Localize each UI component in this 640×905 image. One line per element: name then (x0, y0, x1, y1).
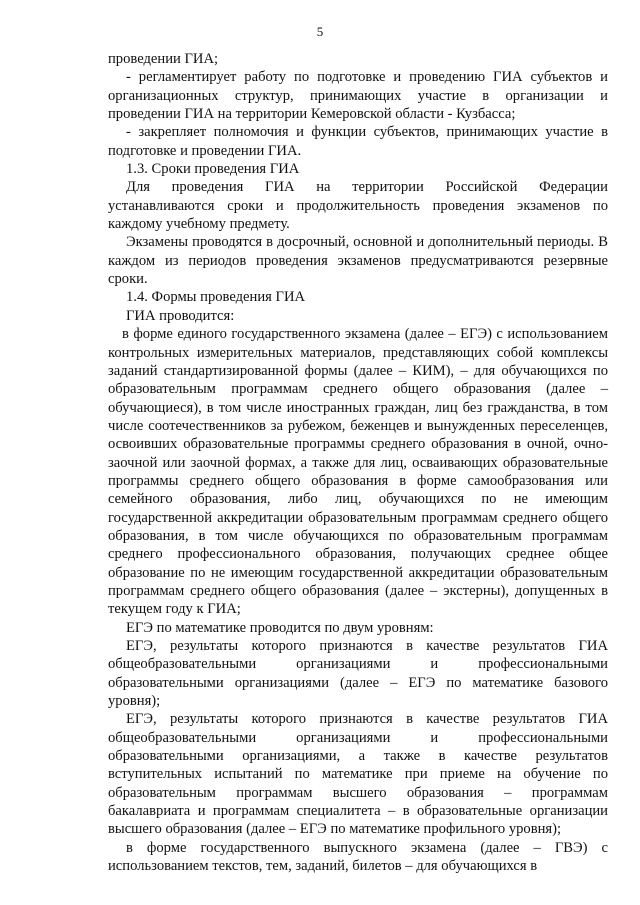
paragraph: - закрепляет полномочия и функции субъектов, принимающих участие в подготовке и проведении ГИА. (108, 124, 608, 159)
paragraph: Для проведения ГИА на территории Российской Федерации устанавливаются сроки и продолжительность проведения экзаменов по каждому учебному предмету. (108, 179, 608, 233)
paragraph: ЕГЭ, результаты которого признаются в качестве результатов ГИА общеобразовательными организациями и профессиональными образовательными организациями, а также в качестве результатов вступительных испытаний по математике при приеме на обучение по образовательным программам высшего образования – программам бакалавриата и программам специалитета – в образовательные организации высшего образования (далее – ЕГЭ по математике профильного уровня); (108, 711, 608, 838)
document-body (108, 50, 608, 875)
section-heading: 1.3. Сроки проведения ГИА (126, 161, 300, 178)
paragraph: в форме единого государственного экзамена (далее – ЕГЭ) с использованием контрольных измерительных материалов, представляющих собой комплексы заданий стандартизированной формы (далее – КИМ), – для обучающихся по образовательным программам среднего общего образования (далее – обучающиеся), в том числе иностранных граждан, лиц без гражданства, в том числе соотечественников за рубежом, беженцев и вынужденных переселенцев, освоивших образовательные программы среднего образования в очной, очно-заочной или заочной формах, а также для лиц, осваивающих образовательные программы среднего общего образования в форме самообразования или семейного образования, либо лиц, обучающихся по не имеющим государственной аккредитации образовательным программам среднего общего образования, в том числе обучающихся по образовательным программам среднего профессионального образования, получающих среднее общее образование по не имеющим государственной аккредитации образовательным программам среднего общего образования (далее – экстерны), допущенных в текущем году к ГИА; (108, 326, 608, 618)
section-heading: 1.4. Формы проведения ГИА (126, 289, 306, 306)
page-number: 5 (316, 24, 324, 39)
paragraph: - регламентирует работу по подготовке и проведению ГИА субъектов и организационных структур, принимающих участие в организации и проведении ГИА на территории Кемеровской области - Кузбасса; (108, 69, 608, 123)
paragraph: проведении ГИА; (108, 51, 219, 67)
paragraph: ГИА проводится: (126, 307, 235, 324)
paragraph: в форме государственного выпускного экзамена (далее – ГВЭ) с использованием текстов, тем, заданий, билетов – для обучающихся в (108, 839, 608, 875)
paragraph: Экзамены проводятся в досрочный, основной и дополнительный периоды. В каждом из периодов проведения экзаменов предусматриваются резервные сроки. (108, 234, 608, 288)
paragraph: ЕГЭ по математике проводится по двум уровням: (126, 619, 434, 636)
paragraph: ЕГЭ, результаты которого признаются в качестве результатов ГИА общеобразовательными организациями и профессиональными образовательными организациями (далее – ЕГЭ по математике базового уровня); (108, 638, 608, 710)
